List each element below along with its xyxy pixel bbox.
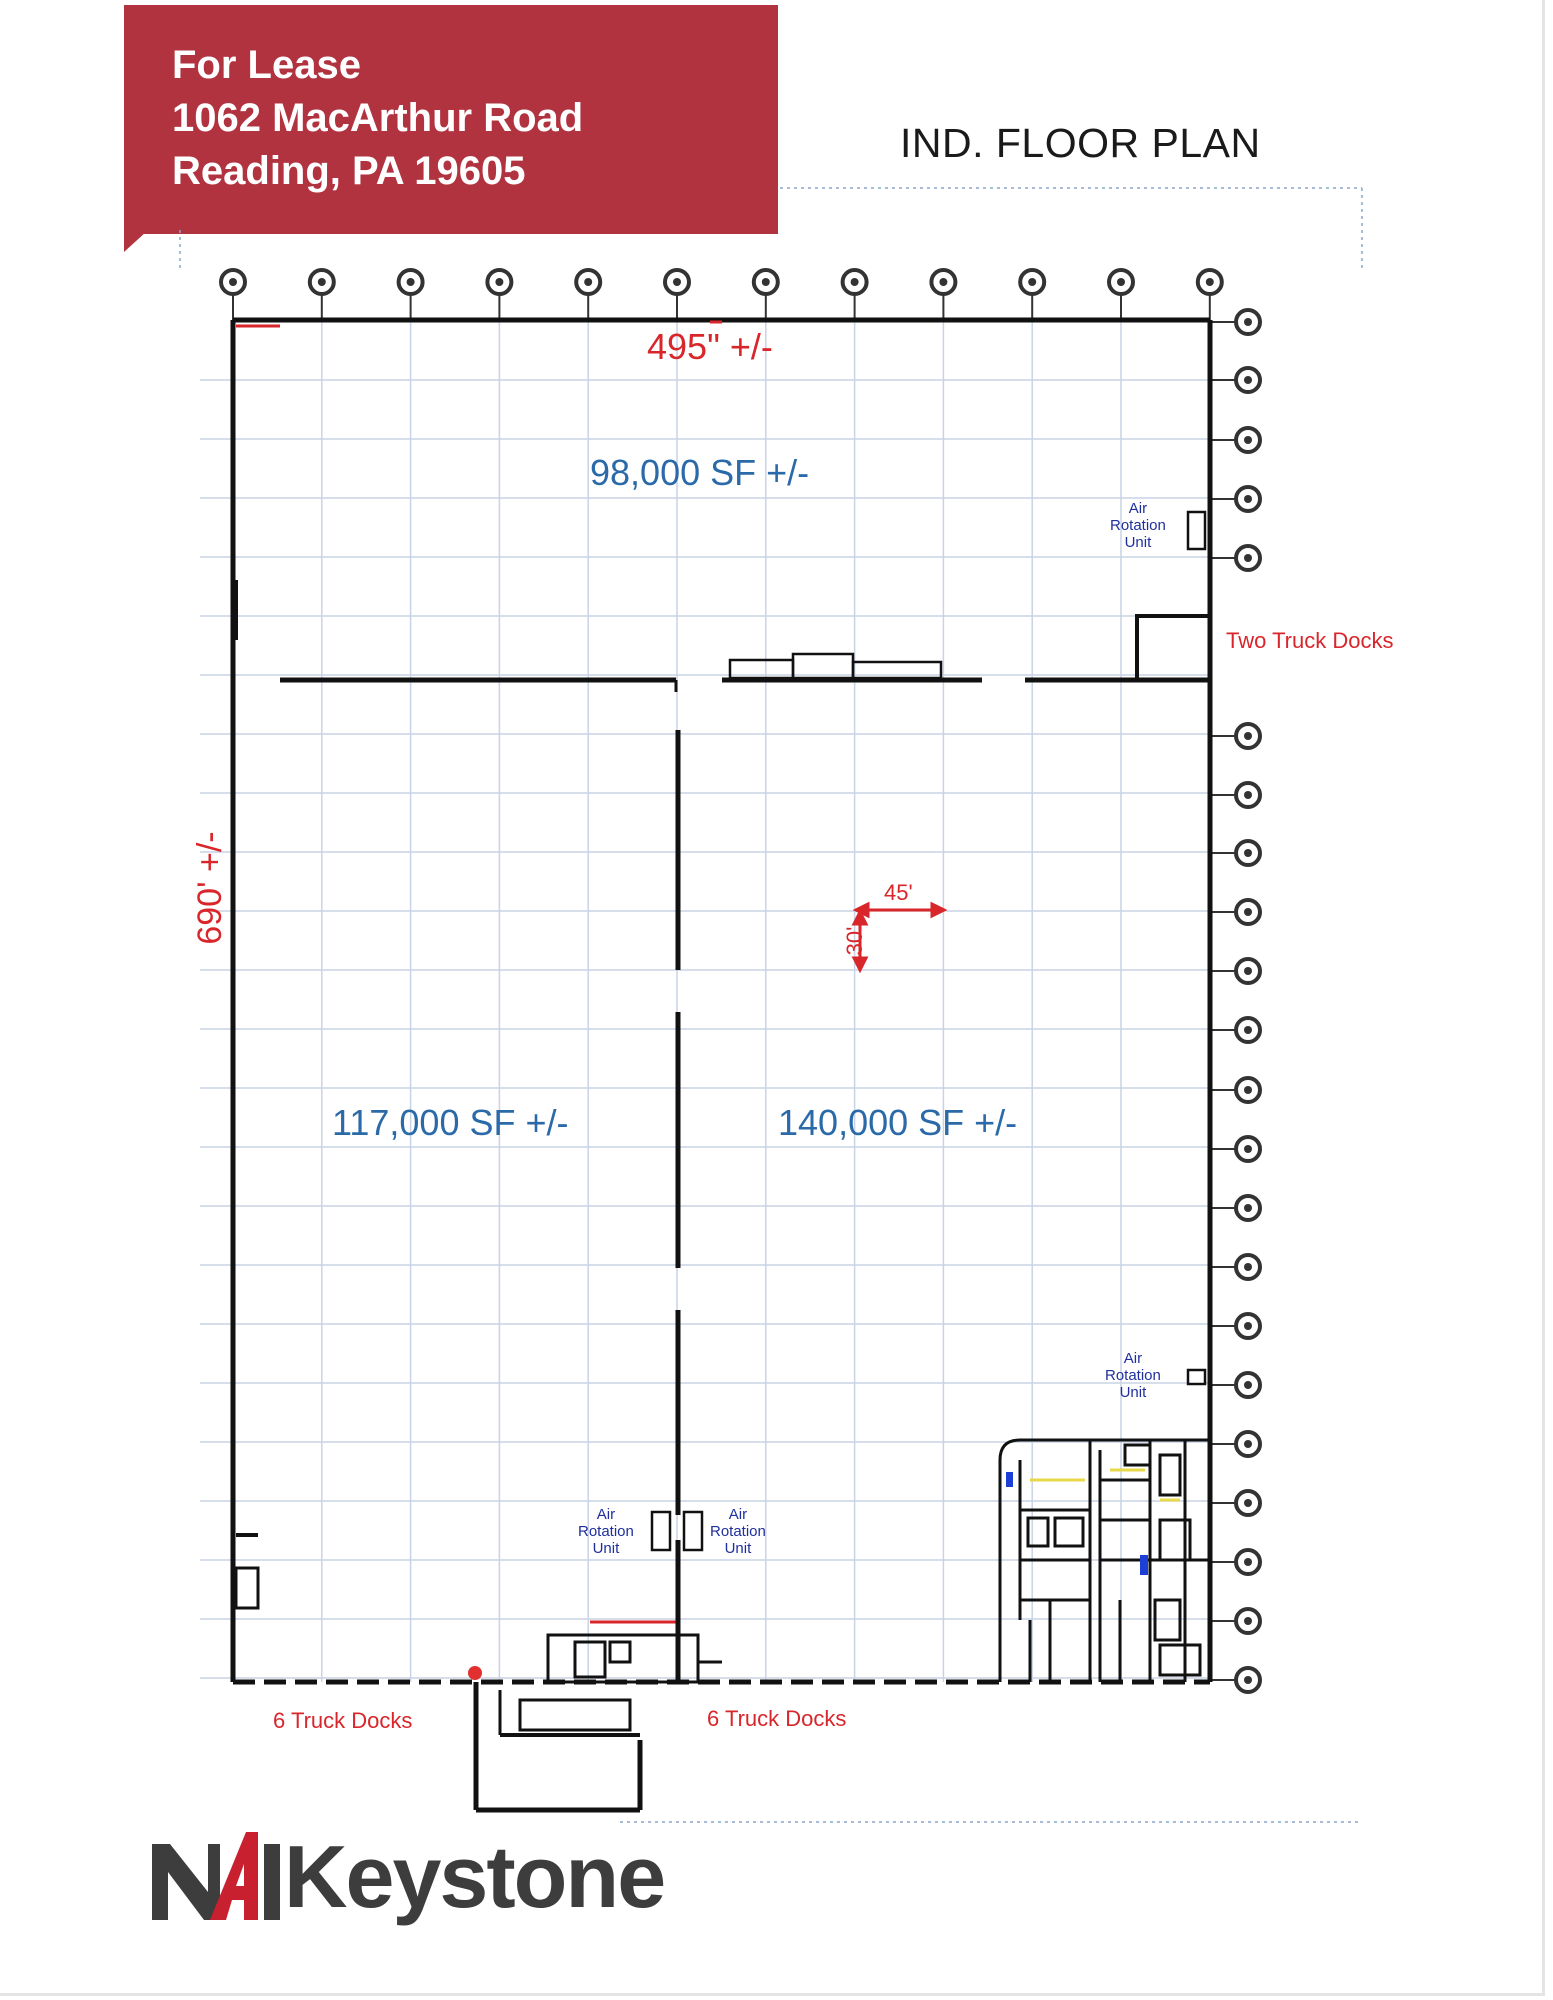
- south-office-annex: [476, 1635, 722, 1810]
- banner-for-lease: For Lease: [172, 43, 361, 87]
- keystone-wordmark: Keystone: [284, 1827, 665, 1926]
- air-rotation-unit-label-s: Air Rotation Unit: [710, 1506, 766, 1557]
- nai-logo-mark: [150, 1830, 284, 1922]
- banner-city: Reading, PA 19605: [172, 149, 526, 193]
- air-rotation-unit-label-sw: Air Rotation Unit: [578, 1506, 634, 1557]
- east-dock-label: Two Truck Docks: [1226, 628, 1394, 653]
- southeast-dock-label: 6 Truck Docks: [707, 1706, 847, 1731]
- banner-address: 1062 MacArthur Road: [172, 96, 584, 140]
- bay-depth-label: 30': [842, 926, 867, 956]
- southwest-dock-label: 6 Truck Docks: [273, 1708, 413, 1733]
- north-area-label: 98,000 SF +/-: [590, 452, 810, 493]
- building-width-label: 495" +/-: [647, 326, 773, 367]
- southeast-area-label: 140,000 SF +/-: [778, 1102, 1018, 1143]
- column-grid: [200, 320, 1210, 1682]
- air-rotation-unit-label-se: Air Rotation Unit: [1105, 1350, 1161, 1401]
- air-rotation-unit-label-ne: Air Rotation Unit: [1110, 500, 1166, 551]
- building-height-label: 690' +/-: [191, 831, 229, 945]
- plan-title: IND. FLOOR PLAN: [900, 120, 1261, 166]
- southwest-area-label: 117,000 SF +/-: [332, 1102, 569, 1143]
- bay-width-label: 45': [884, 880, 913, 905]
- building-outline: [233, 320, 1210, 1682]
